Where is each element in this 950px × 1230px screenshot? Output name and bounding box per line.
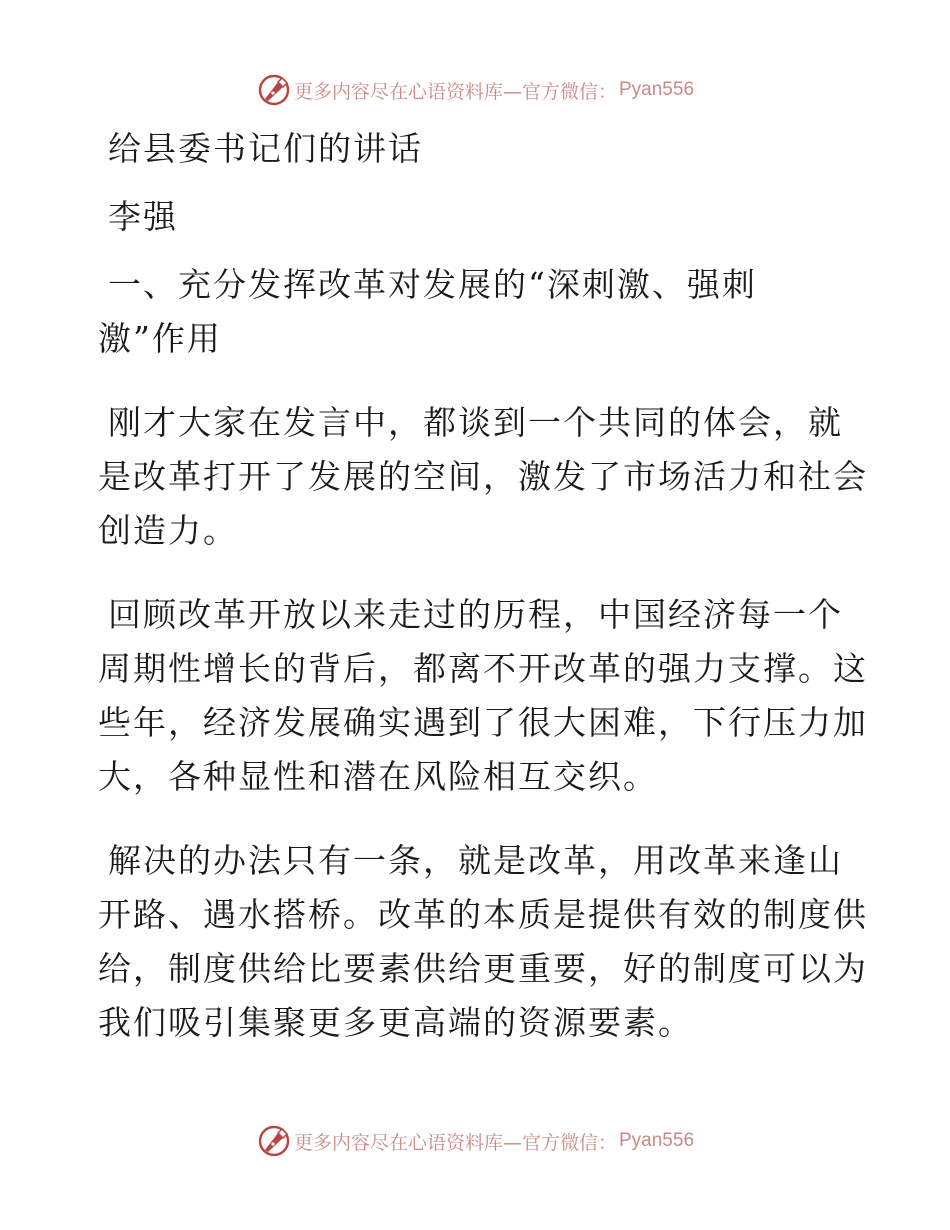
paragraph-line: 大，各种显性和潜在风险相互交织。 <box>98 757 658 796</box>
document-body <box>98 122 868 1080</box>
document-title-block <box>98 122 858 176</box>
paragraph-line: 回顾改革开放以来走过的历程，中国经济每一个 <box>108 595 843 634</box>
section-heading-line: 一、充分发挥改革对发展的“深刺激、强刺 <box>108 265 757 304</box>
watermark-text: 更多内容尽在心语资料库—官方微信： <box>293 1131 617 1154</box>
document-title: 给县委书记们的讲话 <box>108 129 423 168</box>
paragraph <box>98 396 868 558</box>
paragraph <box>98 834 868 1050</box>
paragraph <box>98 588 868 804</box>
paragraph-line: 创造力。 <box>98 511 238 550</box>
pen-nib-logo-icon <box>256 1123 292 1159</box>
pen-nib-logo-icon <box>256 72 292 108</box>
footer-watermark <box>0 1121 950 1161</box>
paragraph-line: 我们吸引集聚更多更高端的资源要素。 <box>98 1003 693 1042</box>
paragraph-line: 周期性增长的背后，都离不开改革的强力支撑。这 <box>98 649 868 688</box>
paragraph-line: 解决的办法只有一条，就是改革，用改革来逢山 <box>108 841 843 880</box>
watermark-text: 更多内容尽在心语资料库—官方微信： <box>293 80 617 103</box>
watermark-wechat-id: Pyan556 <box>619 1130 695 1151</box>
document-author-block <box>98 190 858 244</box>
document-author: 李强 <box>108 197 178 236</box>
paragraph-line: 是改革打开了发展的空间，激发了市场活力和社会 <box>98 457 868 496</box>
watermark-wechat-id: Pyan556 <box>619 79 695 100</box>
section-heading-line: 激”作用 <box>98 319 222 358</box>
paragraph-line: 刚才大家在发言中，都谈到一个共同的体会，就 <box>108 403 843 442</box>
paragraph-line: 给，制度供给比要素供给更重要，好的制度可以为 <box>98 949 868 988</box>
paragraph-line: 开路、遇水搭桥。改革的本质是提供有效的制度供 <box>98 895 868 934</box>
paragraph-line: 些年，经济发展确实遇到了很大困难，下行压力加 <box>98 703 868 742</box>
header-watermark <box>0 70 950 110</box>
section-heading <box>98 258 858 366</box>
